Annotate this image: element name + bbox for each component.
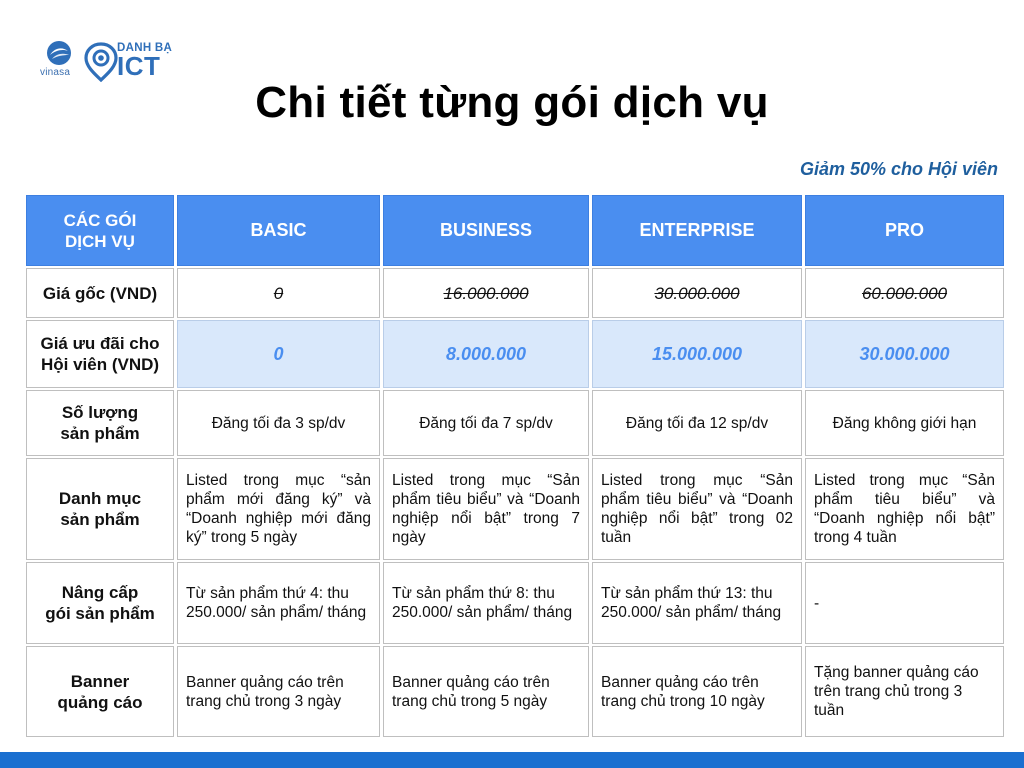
vinasa-wordmark: vinasa <box>40 67 71 78</box>
header-label: BUSINESS <box>439 220 533 240</box>
table-header-plan <box>805 195 1004 266</box>
pricing-table <box>26 195 998 737</box>
table-cell <box>592 562 802 644</box>
header-label: PRO <box>884 220 924 240</box>
row-label-text: Số lượng sản phẩm <box>60 403 140 443</box>
row-label-text: Banner quảng cáo <box>57 671 143 712</box>
table-cell <box>177 646 380 737</box>
cell-value: Banner quảng cáo trên trang chủ trong 3 ngày <box>186 673 344 710</box>
header-label: CÁC GÓI DỊCH VỤ <box>63 210 137 251</box>
table-header-packages <box>26 195 174 266</box>
vinasa-globe-icon <box>46 40 72 66</box>
cell-value: Listed trong mục “sản phẩm mới đăng ký” và “Doanh nghiệp mới đăng ký” trong 5 ngày <box>186 472 371 546</box>
row-label <box>26 458 174 560</box>
cell-value: 0 <box>273 343 284 364</box>
table-cell <box>592 390 802 456</box>
bottom-accent-bar <box>0 752 1024 768</box>
cell-value: Listed trong mục “Sản phẩm tiêu biểu” và “Doanh nghiệp nổi bật” trong 02 tuần <box>601 472 793 546</box>
cell-value: Banner quảng cáo trên trang chủ trong 10 ngày <box>601 673 765 710</box>
cell-value: Từ sản phẩm thứ 8: thu 250.000/ sản phẩm/ tháng <box>392 585 573 621</box>
table-cell <box>592 646 802 737</box>
danh-ba-ict-logo <box>84 40 174 82</box>
table-cell <box>177 562 380 644</box>
table-cell <box>177 268 380 318</box>
table-cell <box>592 320 802 388</box>
table-cell <box>177 390 380 456</box>
cell-value: 8.000.000 <box>445 343 527 364</box>
row-label <box>26 646 174 737</box>
cell-value: 16.000.000 <box>443 283 529 303</box>
cell-value: Từ sản phẩm thứ 4: thu 250.000/ sản phẩm/ tháng <box>186 585 367 621</box>
row-label-text: Danh mục sản phẩm <box>58 489 142 529</box>
page-title: Chi tiết từng gói dịch vụ <box>255 78 769 127</box>
logo-top-text: DANH BẠ <box>117 42 173 54</box>
row-label <box>26 390 174 456</box>
cell-value: Banner quảng cáo trên trang chủ trong 5 ngày <box>392 673 550 710</box>
table-cell <box>177 458 380 560</box>
table-cell <box>592 268 802 318</box>
table-header-plan <box>383 195 589 266</box>
table-cell <box>592 458 802 560</box>
cell-value: Đăng tối đa 7 sp/dv <box>419 414 553 432</box>
table-cell <box>805 458 1004 560</box>
table-cell <box>383 562 589 644</box>
row-label-text: Giá gốc (VND) <box>42 283 158 303</box>
cell-value: Listed trong mục “Sản phẩm tiêu biểu” và “Doanh nghiệp nổi bật” trong 4 tuần <box>814 472 995 546</box>
header-label: ENTERPRISE <box>639 220 755 240</box>
cell-value: - <box>814 594 820 612</box>
table-cell <box>383 458 589 560</box>
row-label-text: Giá ưu đãi cho Hội viên (VND) <box>40 334 160 374</box>
table-header-plan <box>177 195 380 266</box>
cell-value: Đăng không giới hạn <box>832 414 977 432</box>
cell-value: Đăng tối đa 3 sp/dv <box>211 414 346 432</box>
table-cell <box>805 646 1004 737</box>
cell-value: Đăng tối đa 12 sp/dv <box>625 414 769 432</box>
table-cell <box>383 320 589 388</box>
table-cell <box>805 562 1004 644</box>
cell-value: 30.000.000 <box>859 343 950 364</box>
row-label <box>26 320 174 388</box>
location-pin-icon <box>84 42 118 82</box>
header-label: BASIC <box>250 220 307 240</box>
cell-value: 60.000.000 <box>861 283 948 303</box>
table-cell <box>383 646 589 737</box>
member-discount-note: Giảm 50% cho Hội viên <box>799 159 998 179</box>
cell-value: 30.000.000 <box>654 283 740 303</box>
row-label <box>26 562 174 644</box>
cell-value: Listed trong mục “Sản phẩm tiêu biểu” và “Doanh nghiệp nổi bật” trong 7 ngày <box>392 472 580 546</box>
cell-value: 15.000.000 <box>651 343 743 364</box>
table-cell <box>177 320 380 388</box>
table-cell <box>805 268 1004 318</box>
table-cell <box>805 320 1004 388</box>
cell-value: Từ sản phẩm thứ 13: thu 250.000/ sản phẩm/ tháng <box>601 585 782 621</box>
row-label-text: Nâng cấp gói sản phẩm <box>45 583 155 623</box>
vinasa-logo <box>40 40 86 80</box>
cell-value: Tặng banner quảng cáo trên trang chủ trong 3 tuần <box>814 664 979 719</box>
row-label <box>26 268 174 318</box>
table-cell <box>805 390 1004 456</box>
table-cell <box>383 390 589 456</box>
table-header-plan <box>592 195 802 266</box>
table-cell <box>383 268 589 318</box>
logo-big-text: ICT <box>117 51 161 81</box>
cell-value: 0 <box>273 283 284 303</box>
